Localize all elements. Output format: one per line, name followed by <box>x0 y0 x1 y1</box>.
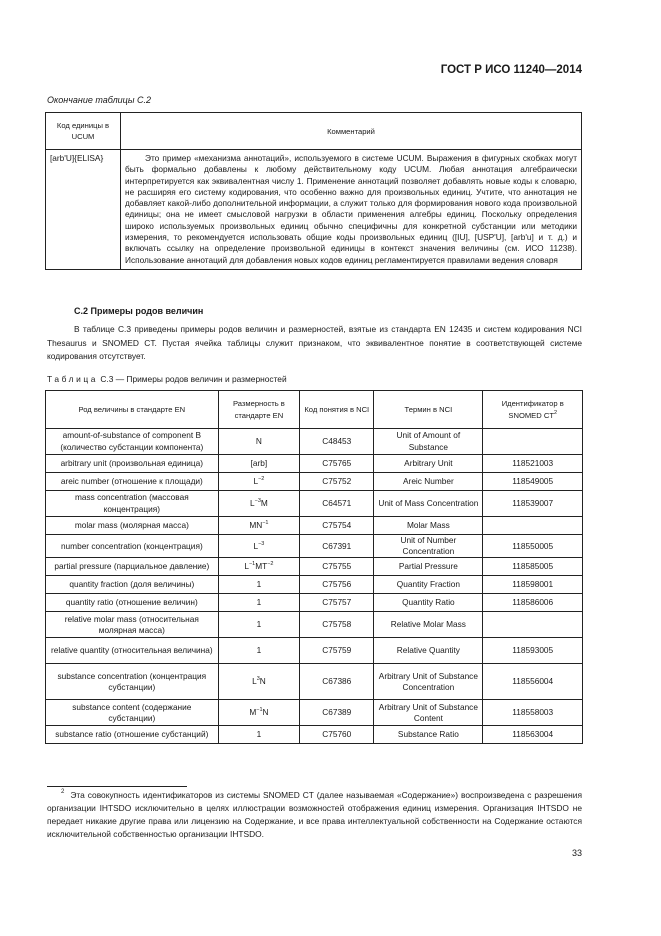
dimension-part: [arb] <box>250 457 268 468</box>
table-caption-label: Таблица <box>47 374 99 384</box>
ucum-code-cell: [arb'U]{ELISA} <box>46 150 121 270</box>
nci-term-cell: Quantity Ratio <box>374 594 483 612</box>
dimension-part: M <box>260 497 268 508</box>
snomed-id-cell: 118549005 <box>483 473 583 491</box>
dimension-part: 1 <box>256 597 262 608</box>
table-row <box>46 558 583 576</box>
column-header-snomed <box>483 391 583 429</box>
table-caption-text: С.3 — Примеры родов величин и размерностей <box>100 374 287 384</box>
dimension-cell <box>218 517 300 535</box>
nci-code-cell: C75760 <box>300 726 374 744</box>
dimension-part: −3 <box>258 540 265 547</box>
nci-code-cell: C75757 <box>300 594 374 612</box>
dimension-part: N <box>255 435 262 446</box>
nci-term-cell: Relative Quantity <box>374 638 483 664</box>
dimension-part: M <box>249 707 257 718</box>
nci-code-cell: C67391 <box>300 535 374 558</box>
nci-code-cell: C48453 <box>300 429 374 455</box>
table-row <box>46 491 583 517</box>
kind-cell: molar mass (молярная масса) <box>46 517 219 535</box>
kind-cell: quantity fraction (доля величины) <box>46 576 219 594</box>
nci-code-cell: C67386 <box>300 664 374 700</box>
dimension-part: −1 <box>262 519 269 526</box>
snomed-id-cell <box>483 429 583 455</box>
kind-cell: partial pressure (парциальное давление) <box>46 558 219 576</box>
nci-code-cell: C75758 <box>300 612 374 638</box>
table-row <box>46 576 583 594</box>
snomed-id-cell: 118539007 <box>483 491 583 517</box>
table-row <box>46 594 583 612</box>
page-number: 33 <box>572 848 583 858</box>
nci-term-cell: Unit of Amount of Substance <box>374 429 483 455</box>
table-row <box>46 726 583 744</box>
snomed-id-cell: 118593005 <box>483 638 583 664</box>
footnote <box>47 789 582 841</box>
footnote-ref: 2 <box>553 409 558 416</box>
dimension-cell <box>218 664 300 700</box>
nci-code-cell: C75756 <box>300 576 374 594</box>
column-header-nci-term: Термин в NCI <box>374 391 483 429</box>
dimension-part: −1 <box>248 561 256 568</box>
nci-term-cell: Areic Number <box>374 473 483 491</box>
table-header-row <box>46 391 583 429</box>
nci-term-cell: Quantity Fraction <box>374 576 483 594</box>
nci-code-cell: C64571 <box>300 491 374 517</box>
snomed-id-cell <box>483 612 583 638</box>
dimension-cell <box>218 473 300 491</box>
nci-term-cell: Unit of Mass Concentration <box>374 491 483 517</box>
kind-cell: substance content (содержание субстанции) <box>46 700 219 726</box>
snomed-id-cell: 118521003 <box>483 455 583 473</box>
dimension-cell <box>218 429 300 455</box>
column-header-kind: Род величины в стандарте EN <box>46 391 219 429</box>
kind-cell: mass concentration (массовая концентрация) <box>46 491 219 517</box>
table-row <box>46 700 583 726</box>
snomed-id-cell: 118556004 <box>483 664 583 700</box>
kind-cell: number concentration (концентрация) <box>46 535 219 558</box>
kind-cell: quantity ratio (отношение величин) <box>46 594 219 612</box>
nci-term-cell: Partial Pressure <box>374 558 483 576</box>
table-row <box>46 638 583 664</box>
kind-cell: relative molar mass (относительная молярная масса) <box>46 612 219 638</box>
dimension-part: L <box>252 676 257 687</box>
column-header-nci-code: Код понятия в NCI <box>300 391 374 429</box>
dimension-part: L <box>253 540 259 551</box>
column-header-dimension: Размерность в стандарте EN <box>218 391 300 429</box>
dimension-cell <box>218 576 300 594</box>
document-header: ГОСТ Р ИСО 11240—2014 <box>440 64 582 76</box>
dimension-part: 3 <box>256 676 260 683</box>
section-paragraph: В таблице С.3 приведены примеры родов величин и размерностей, взятые из стандарта EN 12435 и систем кодирования NCI Thesaurus и SNOMED CT. Пустая ячейка таблицы служит признаком, что эквивалентное понятие в соответствующей системе кодирования отсутствует. <box>47 324 582 361</box>
snomed-id-cell <box>483 517 583 535</box>
nci-term-cell: Arbitrary Unit of Substance Concentration <box>374 664 483 700</box>
footnote-text: Эта совокупность идентификаторов из системы SNOMED CT (далее называемая «Содержание») воспроизведена с разрешения организации IHTSDO исключительно в целях иллюстрации возможностей отображения единиц измерения. Организация IHTSDO не передает никакие другие права или лицензию на Содержание, и все права интеллектуальной собственности на Содержание остаются исключительной собственностью организации IHTSDO. <box>47 790 582 839</box>
column-header-comment: Комментарий <box>121 113 582 150</box>
snomed-id-cell: 118598001 <box>483 576 583 594</box>
kind-cell: substance ratio (отношение субстанций) <box>46 726 219 744</box>
dimension-cell <box>218 638 300 664</box>
dimension-part: L <box>253 475 259 486</box>
dimension-part: 1 <box>256 619 262 630</box>
dimension-part: L <box>250 497 255 508</box>
dimension-part: MT <box>255 561 268 572</box>
snomed-id-cell: 118585005 <box>483 558 583 576</box>
table-c3-caption <box>47 374 287 384</box>
dimension-cell <box>218 535 300 558</box>
snomed-id-cell: 118563004 <box>483 726 583 744</box>
table-row <box>46 517 583 535</box>
kind-cell: substance concentration (концентрация субстанции) <box>46 664 219 700</box>
snomed-id-cell: 118550005 <box>483 535 583 558</box>
dimension-part: −2 <box>258 475 265 482</box>
dimension-part: 1 <box>256 729 262 740</box>
nci-term-cell: Molar Mass <box>374 517 483 535</box>
comment-cell: Это пример «механизма аннотаций», используемого в системе UCUM. Выражения в фигурных скобках могут быть формально добавлены к любому действительному коду UCUM. Любая аннотация алгебраически интерпретируется как эквивалентная числу 1. Применение аннотаций позволяет добавлять новые коды к словарю, не расширяя его систему кодирования, что особенно важно для произвольных единиц. Учтите, что аннотация не добавляет какой-либо дополнительной информации, а служит только для формирования нового кода произвольной единицы; она не имеет смысловой нагрузки в области применения алгебры единиц. Поскольку определения широко используемых произвольных единиц обычно специфичны для конкретной субстанции или методики измерения, то рекомендуется использовать общие коды произвольных единиц ([IU], [USP'U], [arb'u] и т. д.) и включать ссылку на определение произвольной единицы в контекст значения величины (см. ИСО 11238). Использование аннотаций для добавления новых кодов единиц регламентируется правилами ведения словаря <box>121 150 582 270</box>
nci-code-cell: C67389 <box>300 700 374 726</box>
dimension-cell <box>218 455 300 473</box>
nci-code-cell: C75752 <box>300 473 374 491</box>
nci-code-cell: C75765 <box>300 455 374 473</box>
snomed-id-cell: 118558003 <box>483 700 583 726</box>
nci-term-cell: Unit of Number Concentration <box>374 535 483 558</box>
nci-term-cell: Substance Ratio <box>374 726 483 744</box>
table-c2-caption: Окончание таблицы С.2 <box>47 95 151 105</box>
dimension-part: 1 <box>256 579 262 590</box>
table-c3 <box>45 390 583 744</box>
column-header-ucum-code: Код единицы в UCUM <box>46 113 121 150</box>
nci-term-cell: Arbitrary Unit <box>374 455 483 473</box>
dimension-cell <box>218 612 300 638</box>
dimension-part: −3 <box>254 497 261 504</box>
dimension-cell <box>218 700 300 726</box>
dimension-cell <box>218 491 300 517</box>
kind-cell: relative quantity (относительная величина) <box>46 638 219 664</box>
section-title: С.2 Примеры родов величин <box>74 306 204 316</box>
nci-code-cell: C75759 <box>300 638 374 664</box>
dimension-cell <box>218 726 300 744</box>
dimension-part: L <box>244 561 249 572</box>
table-row <box>46 473 583 491</box>
table-header-row <box>46 113 582 150</box>
table-row <box>46 429 583 455</box>
footnote-separator <box>47 786 187 787</box>
kind-cell: arbitrary unit (произвольная единица) <box>46 455 219 473</box>
dimension-part: 1 <box>256 645 262 656</box>
dimension-cell <box>218 558 300 576</box>
dimension-part: N <box>259 676 266 687</box>
dimension-part: −1 <box>256 707 263 714</box>
dimension-part: N <box>262 707 269 718</box>
kind-cell: areic number (отношение к площади) <box>46 473 219 491</box>
table-c2 <box>45 112 582 270</box>
table-row <box>46 150 582 270</box>
footnote-mark: 2 <box>61 789 65 795</box>
nci-term-cell: Relative Molar Mass <box>374 612 483 638</box>
snomed-header-text: Идентификатор в SNOMED CT <box>501 399 564 420</box>
table-row <box>46 535 583 558</box>
nci-code-cell: C75754 <box>300 517 374 535</box>
dimension-cell <box>218 594 300 612</box>
snomed-id-cell: 118586006 <box>483 594 583 612</box>
table-row <box>46 455 583 473</box>
dimension-part: MN <box>249 519 263 530</box>
table-row <box>46 612 583 638</box>
kind-cell: amount-of-substance of component B (количество субстанции компонента) <box>46 429 219 455</box>
dimension-part: −2 <box>267 561 274 568</box>
nci-term-cell: Arbitrary Unit of Substance Content <box>374 700 483 726</box>
nci-code-cell: C75755 <box>300 558 374 576</box>
table-row <box>46 664 583 700</box>
